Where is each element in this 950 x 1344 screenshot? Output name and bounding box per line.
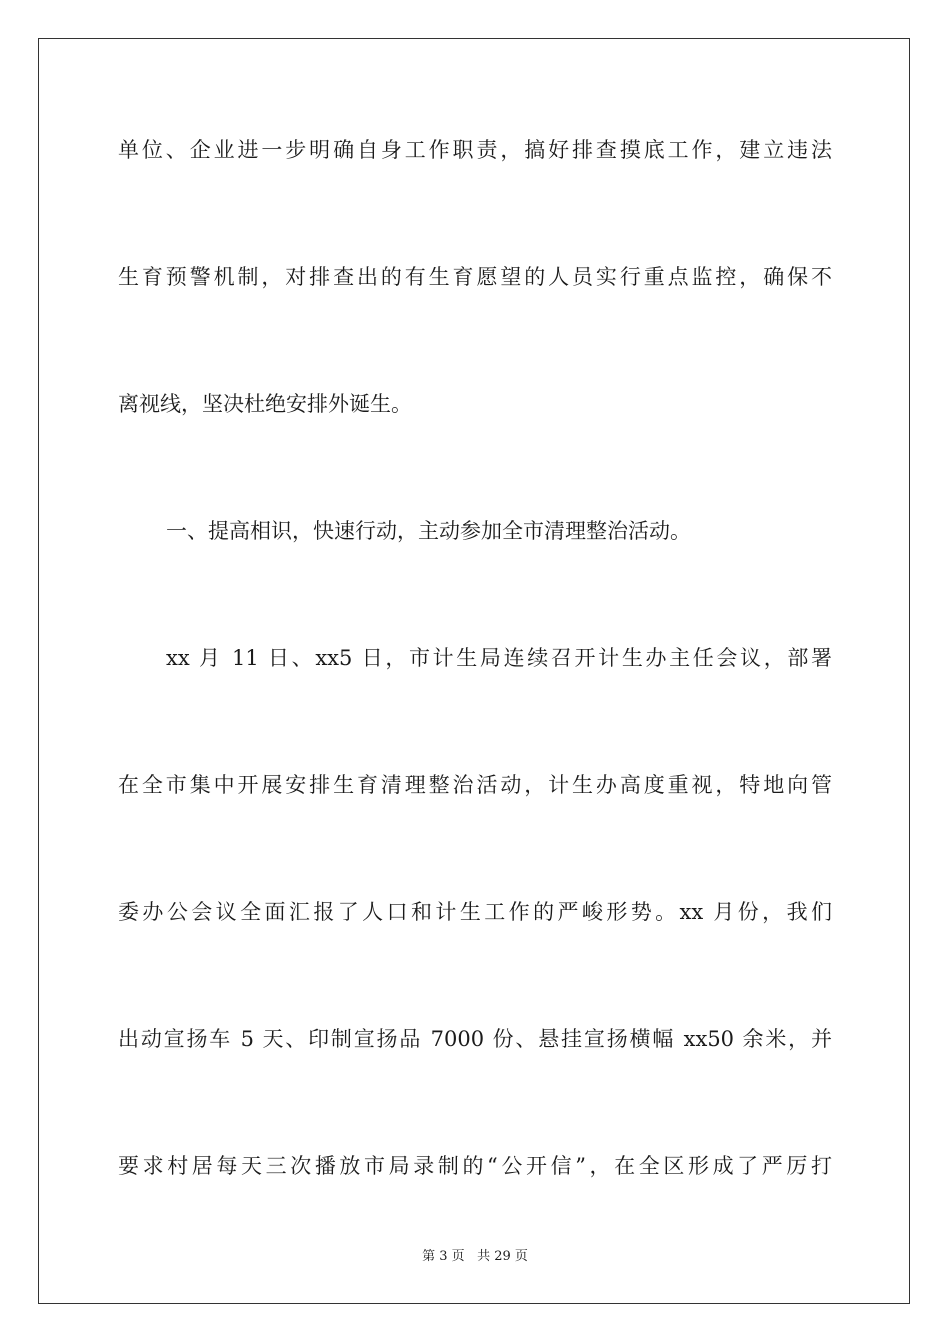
total-pages: 共 29 页 <box>477 1249 528 1264</box>
body-text-line: 离视线，坚决杜绝安排外诞生。 <box>118 392 412 416</box>
page-footer <box>0 1248 950 1266</box>
page-number: 第 3 页 <box>422 1249 465 1264</box>
body-text-line: 单位、企业进一步明确自身工作职责，搞好排查摸底工作，建立违法 <box>118 138 832 162</box>
body-text-line: 委办公会议全面汇报了人口和计生工作的严峻形势。xx 月份，我们 <box>118 900 832 924</box>
body-text-line: 出动宣扬车 5 天、印制宣扬品 7000 份、悬挂宣扬横幅 xx50 余米，并 <box>118 1027 832 1051</box>
body-text-line: 要求村居每天三次播放市局录制的“公开信”，在全区形成了严厉打 <box>118 1154 832 1178</box>
body-text-line: xx 月 11 日、xx5 日，市计生局连续召开计生办主任会议，部署 <box>166 646 832 670</box>
body-text-line: 在全市集中开展安排生育清理整治活动，计生办高度重视，特地向管 <box>118 773 832 797</box>
body-text-line: 生育预警机制，对排查出的有生育愿望的人员实行重点监控，确保不 <box>118 265 832 289</box>
section-heading: 一、提高相识，快速行动，主动参加全市清理整治活动。 <box>166 519 691 543</box>
